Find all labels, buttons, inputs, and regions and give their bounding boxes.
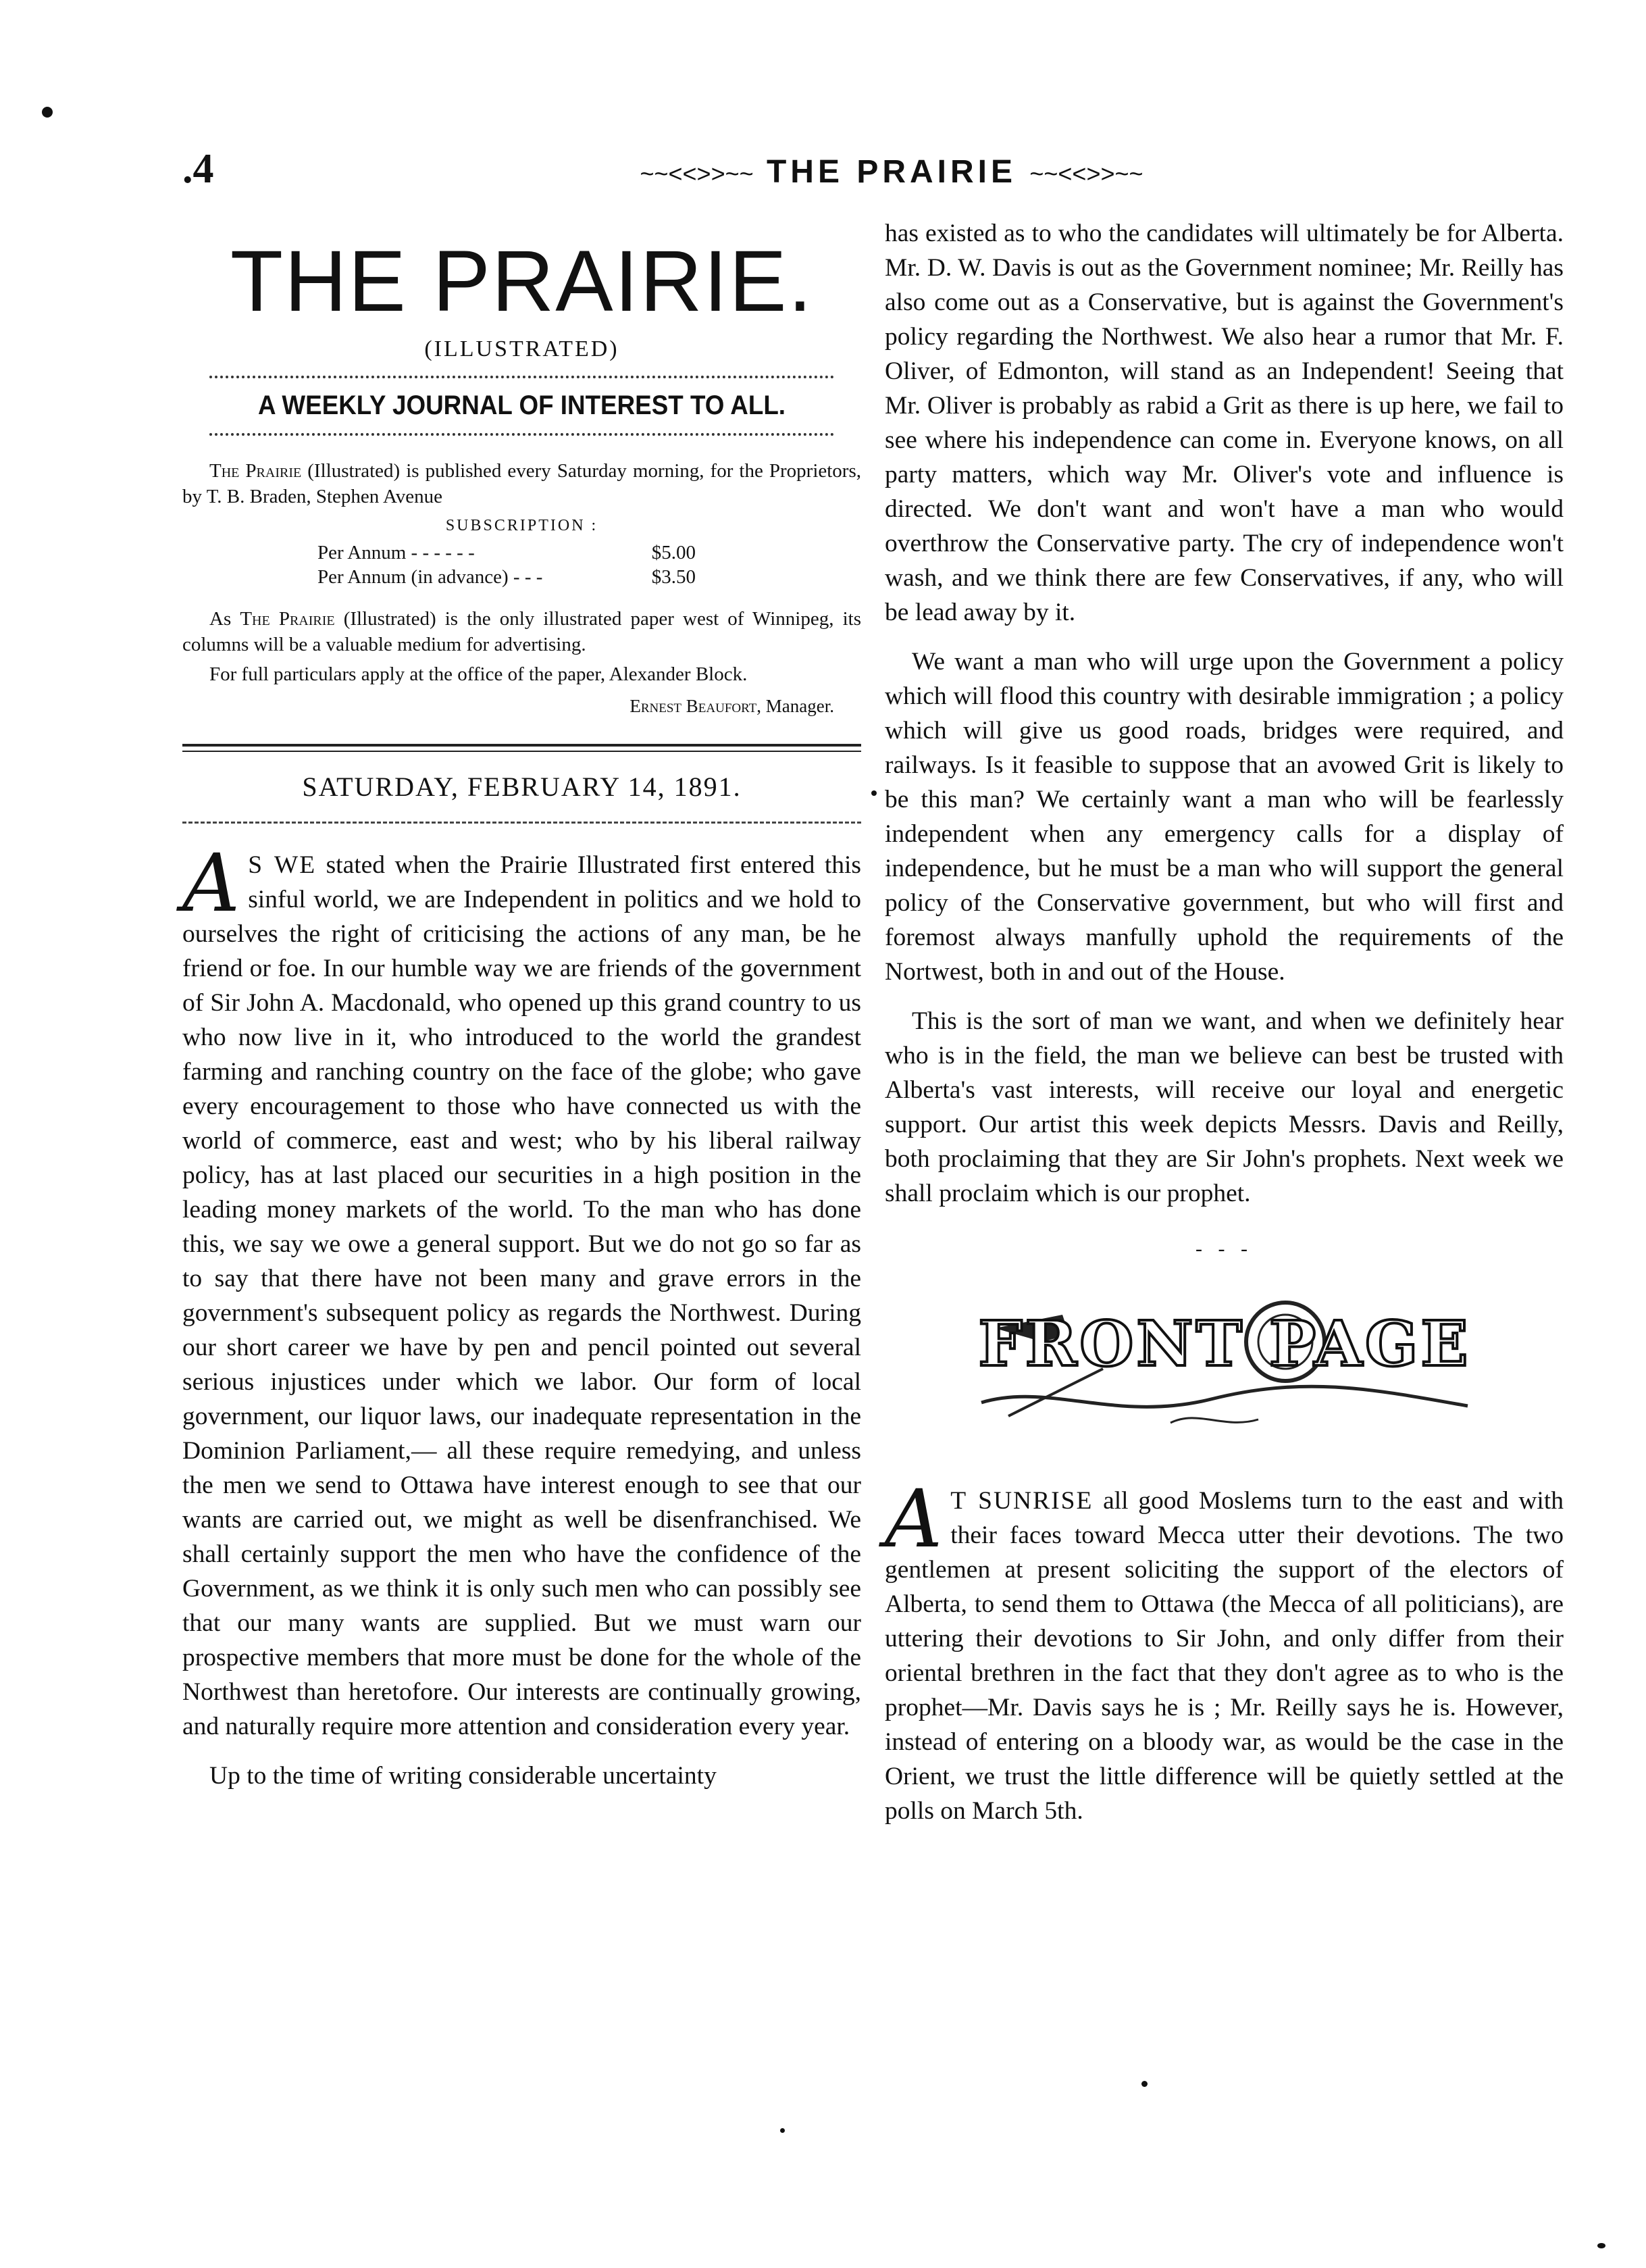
manager-title: , Manager. — [756, 695, 834, 716]
front-page-heading: FRONT PAGE — [977, 1307, 1471, 1380]
lead-caps: S WE — [248, 851, 317, 879]
section-separator: - - - — [1195, 1238, 1253, 1260]
editorial-paragraph: This is the sort of man we want, and when we definitely hear who is in the field, the man we believe can best be trusted with Alberta's vast interests, will receive our loyal and energetic support. Our artist this week depicts Messrs. Davis and Reilly, both proclaiming that they are Sir John's prophets. Next week we shall proclaim which is our prophet. — [885, 1007, 1564, 1207]
editorial-continued — [885, 216, 1564, 1211]
publication-notice — [182, 459, 861, 509]
masthead-subtitle: (ILLUSTRATED) — [424, 336, 619, 362]
editorial-paragraph: has existed as to who the candidates will ultimately be for Alberta. Mr. D. W. Davis is out as the Government nominee; Mr. Reilly has also come out as a Conservative, but is against the Government's policy regarding the Northwest. We also hear a rumor that Mr. F. Oliver, of Edmonton, will stand as an Independent! Seeing that Mr. Oliver is probably as rabid a Grit as there is up here, we fail to see where his independence can come in. Everyone knows, on all party matters, which way Mr. Oliver's vote and influence is directed. We don't want and won't have a man who would overthrow the Conservative party. The cry of independence won't wash, and we think there are few Conservatives, if any, who will be lead away by it. — [885, 220, 1564, 626]
drop-cap: A — [182, 836, 240, 930]
right-column — [885, 216, 1564, 1843]
editorial-paragraph: We want a man who will urge upon the Government a policy which will flood this country with desirable immigration ; a policy which will give us good roads, bridges were required, and railways. Is it feasible to suppose that an avowed Grit is likely to be this man? We certainly want a man who will be fearlessly independent when any emergency calls for a display of independence, but he must be a man who will support the general policy of the Conservative government, but who will first and foremost always manfully uphold the requirements of the Nortwest, both in and out of the House. — [885, 648, 1564, 986]
running-title — [608, 153, 1175, 191]
double-rule — [182, 744, 861, 752]
running-title-text: THE PRAIRIE — [766, 154, 1017, 190]
paragraph-text: all good Moslems turn to the east and with their faces toward Mecca utter their devotions. The two gentlemen at present soliciting the support of the electors of Alberta, to send them to Ottawa (the Mecca of all politicians), are uttering their devotions to Sir John, and only differ from their oriental brethren in the fact that they don't agree as to who is the prophet—Mr. Davis says he is ; Mr. Reilly says he is. However, instead of entering on a bloody war, as would be the case in the Orient, we trust the little difference will be quietly settled at the polls on March 5th. — [885, 1487, 1564, 1825]
left-column — [182, 216, 861, 1793]
rate-label: Per Annum (in advance) - - - — [317, 566, 543, 588]
running-header — [0, 145, 1646, 206]
publication-info — [182, 459, 861, 717]
ornament-left: ~~<<>>~~ — [640, 159, 754, 188]
front-page-article — [885, 1472, 1564, 1828]
print-speck — [780, 2128, 785, 2133]
advertising-note — [182, 607, 861, 657]
lead-caps: T SUNRISE — [950, 1487, 1094, 1515]
paper-name: The Prairie — [240, 608, 335, 630]
editorial-paragraph: Up to the time of writing considerable uncertainty — [209, 1761, 717, 1790]
front-page-ornament — [968, 1288, 1481, 1443]
front-page-heading-art — [968, 1288, 1481, 1443]
drop-cap: A — [885, 1472, 943, 1565]
margin-speck — [42, 107, 53, 118]
rate-label: Per Annum - - - - - - — [317, 541, 475, 563]
rate-row — [317, 540, 696, 565]
advertising-note-text: (Illustrated) is the only illustrated paper west of Winnipeg, its columns will be a valuable medium for advertising. — [182, 608, 861, 656]
front-page-paragraph — [885, 1472, 1564, 1828]
masthead-title: THE PRAIRIE. — [230, 233, 814, 330]
print-speck — [1141, 2081, 1148, 2087]
advertising-note-prefix: As — [209, 608, 240, 630]
dashed-rule — [182, 822, 861, 824]
paper-name: The Prairie — [209, 460, 302, 482]
dotted-rule — [209, 376, 834, 378]
dateline: SATURDAY, FEBRUARY 14, 1891. — [302, 771, 742, 802]
manager-signature — [182, 695, 834, 718]
dotted-rule — [209, 433, 834, 436]
print-speck — [1597, 2243, 1605, 2248]
paragraph-text: stated when the Prairie Illustrated first entered this sinful world, we are Independent in politics and we hold to ourselves the right of criticising the actions of any man, be he friend or foe. In our humble way we are friends of the government of Sir John A. Macdonald, who opened up this grand country to us who now live in it, who introduced to the world the grandest farming and ranching country on the face of the globe; who gave every encouragement to those who have connected us with the world of commerce, east and west; who by his liberal railway policy, has at last placed our securities in a high position in the leading money markets of the world. To the man who has done this, we say we owe a general support. But we do not go so far as to say that there have not been many and grave errors in the government's subsequent policy as regards the Northwest. During our short career we have by pen and pencil pointed out several serious injustices under which we labor. Our form of local government, our liquor laws, our inadequate representation in the Dominion Parliament,— all these require remedying, and unless the men we send to Ottawa have interest enough to see that our wants are carried out, we might as well be disenfranchised. We shall certainly support the men who have the confidence of the Government, as we think it is only such men who can possibly see that our many wants are supplied. But we must warn our prospective members that more must be done for the whole of the Northwest than heretofore. Our interests are continually growing, and naturally require more attention and consideration every year. — [182, 851, 861, 1740]
masthead-tagline: A WEEKLY JOURNAL OF INTEREST TO ALL. — [257, 390, 786, 421]
print-speck — [871, 790, 877, 796]
manager-name: Ernest Beaufort — [629, 695, 757, 716]
editorial-paragraph — [182, 836, 861, 1744]
subscription-heading: SUBSCRIPTION : — [445, 516, 598, 534]
rate-row — [317, 565, 696, 589]
particulars-note: For full particulars apply at the office of the paper, Alexander Block. — [209, 663, 748, 685]
editorial-body — [182, 836, 861, 1793]
ornament-right: ~~<<>>~~ — [1029, 159, 1143, 188]
page-number: .4 — [182, 146, 214, 192]
rate-price: $5.00 — [651, 541, 696, 563]
publication-notice-text: (Illustrated) is published every Saturday morning, for the Proprietors, by T. B. Braden, Stephen Avenue — [182, 460, 861, 508]
rate-price: $3.50 — [651, 566, 696, 588]
